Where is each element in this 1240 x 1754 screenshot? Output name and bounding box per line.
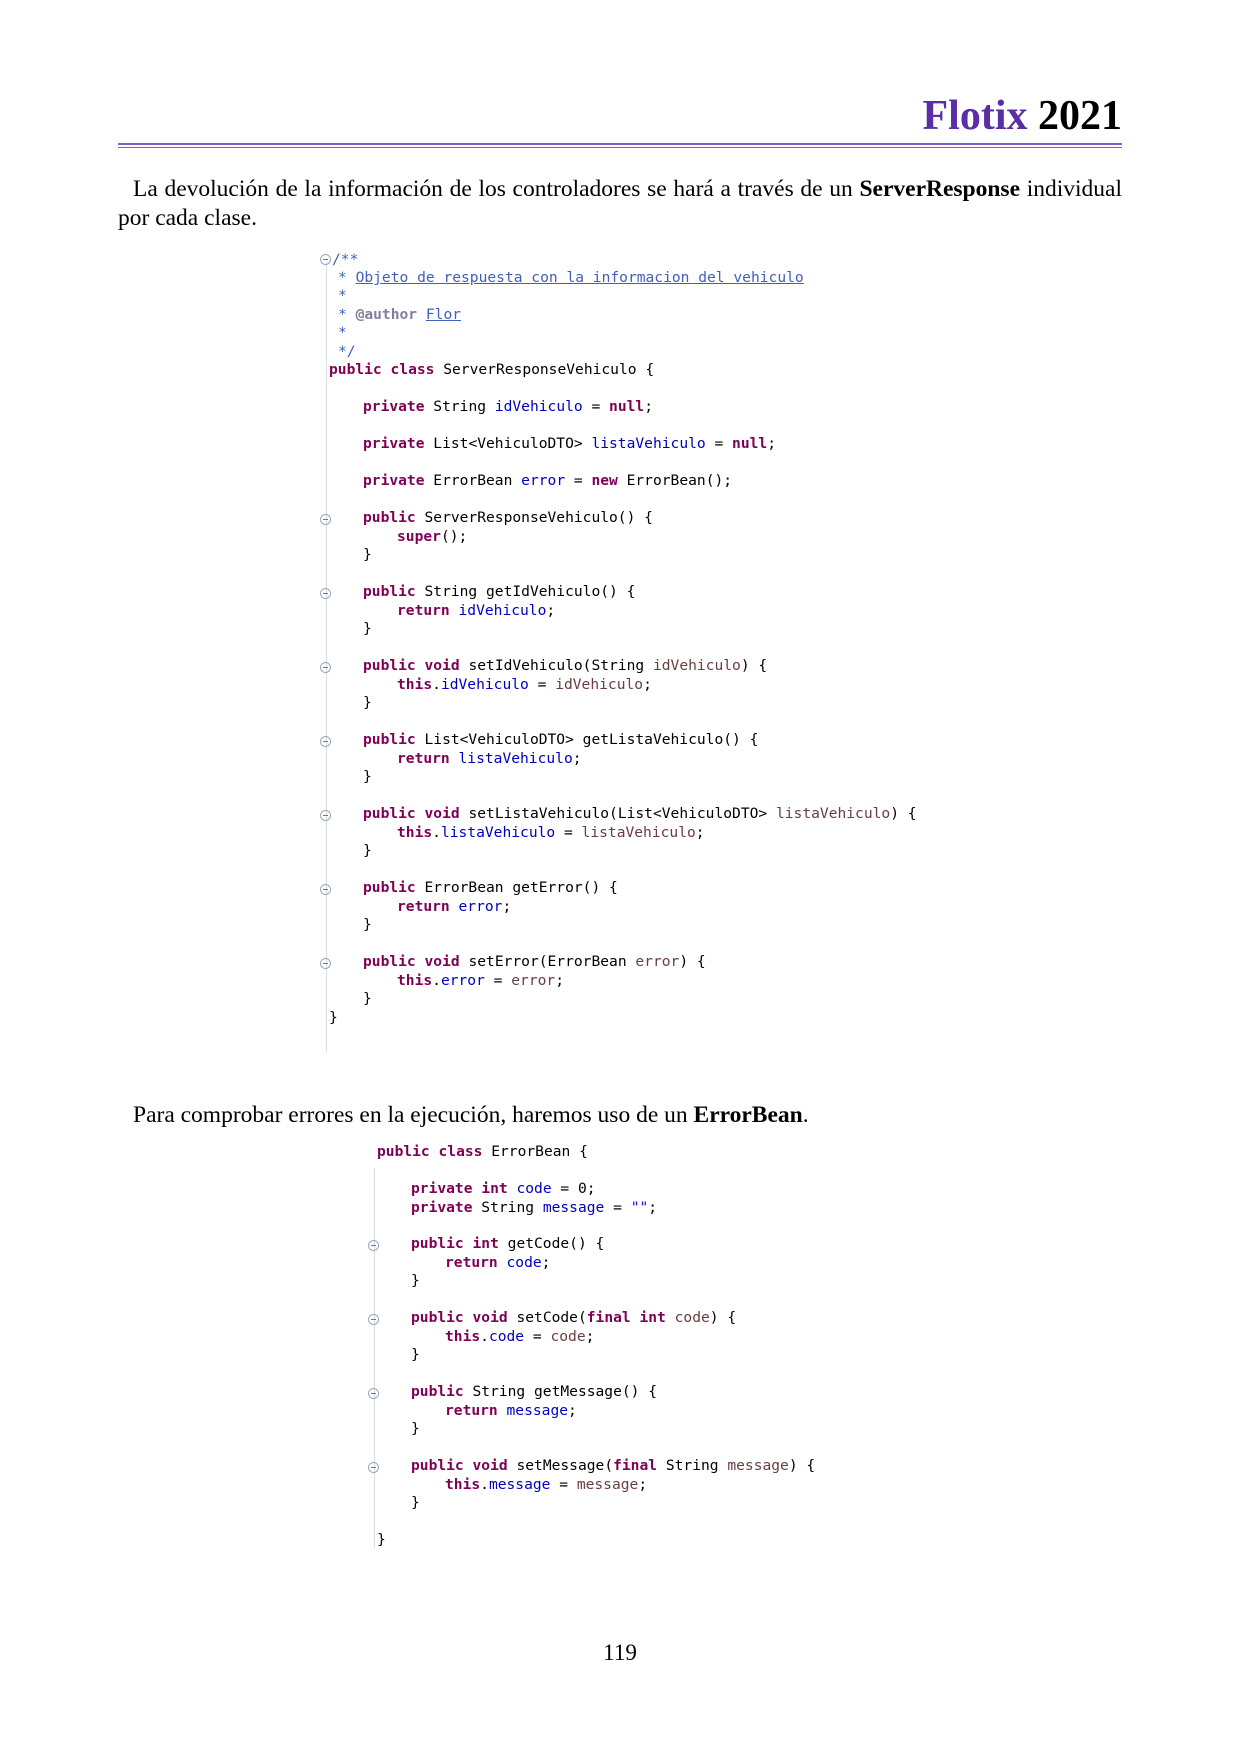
code-line: public class ErrorBean { xyxy=(377,1143,588,1160)
intro-text: La devolución de la información de los controladores se hará a través de un xyxy=(133,176,860,202)
code-line: } xyxy=(377,1531,386,1548)
header-rule xyxy=(118,143,1122,145)
fold-icon xyxy=(368,1388,379,1399)
intro-bold: ServerResponse xyxy=(859,176,1021,202)
errorbean-code xyxy=(368,1142,868,1562)
code-line: return error; xyxy=(397,898,512,915)
code-line: return code; xyxy=(445,1254,551,1271)
intro-paragraph xyxy=(118,175,1122,233)
page-number: 119 xyxy=(603,1640,637,1665)
fold-icon xyxy=(368,1314,379,1325)
code-line: private String message = ""; xyxy=(411,1199,658,1216)
fold-icon xyxy=(368,1462,379,1473)
fold-icon xyxy=(320,884,331,895)
header-rule-thin xyxy=(118,147,1122,148)
errorbean-paragraph xyxy=(133,1101,1137,1130)
code-line: public void setListaVehiculo(List<VehiculoDTO> listaVehiculo) { xyxy=(363,805,917,822)
code-line: private ErrorBean error = new ErrorBean(); xyxy=(363,472,733,489)
code-line: } xyxy=(411,1346,420,1363)
code-line: public void setIdVehiculo(String idVehiculo) { xyxy=(363,657,768,674)
header-title xyxy=(923,92,1122,140)
fold-icon xyxy=(320,810,331,821)
code-line: public class ServerResponseVehiculo { xyxy=(329,361,655,378)
code-line: return listaVehiculo; xyxy=(397,750,582,767)
code-line: this.idVehiculo = idVehiculo; xyxy=(397,676,652,693)
code-line: public ServerResponseVehiculo() { xyxy=(363,509,653,526)
code-line: private List<VehiculoDTO> listaVehiculo = null; xyxy=(363,435,776,452)
code-line: } xyxy=(411,1494,420,1511)
code-line: * xyxy=(338,324,347,341)
header-brand: Flotix xyxy=(922,93,1028,139)
code-line: this.error = error; xyxy=(397,972,564,989)
code-line: * @author Flor xyxy=(338,306,462,323)
code-line: } xyxy=(363,620,372,637)
code-line: public String getMessage() { xyxy=(411,1383,658,1400)
code-line: public int getCode() { xyxy=(411,1235,605,1252)
code-line: } xyxy=(363,842,372,859)
code-line: public List<VehiculoDTO> getListaVehiculo() { xyxy=(363,731,759,748)
code-line: private String idVehiculo = null; xyxy=(363,398,653,415)
code-gutter xyxy=(326,262,327,1052)
code-line: * xyxy=(338,287,347,304)
code-line: return message; xyxy=(445,1402,577,1419)
fold-icon xyxy=(320,588,331,599)
errorbean-bold: ErrorBean xyxy=(693,1102,803,1128)
fold-icon xyxy=(320,736,331,747)
code-line: /** xyxy=(332,251,359,268)
fold-icon xyxy=(320,514,331,525)
code-line: */ xyxy=(338,343,356,360)
code-line: } xyxy=(411,1272,420,1289)
code-line: public void setError(ErrorBean error) { xyxy=(363,953,706,970)
code-line: } xyxy=(329,1009,338,1026)
code-line: } xyxy=(363,916,372,933)
code-line: public void setCode(final int code) { xyxy=(411,1309,737,1326)
fold-icon xyxy=(320,254,331,265)
server-response-code xyxy=(320,250,920,1050)
code-line: public void setMessage(final String message) { xyxy=(411,1457,816,1474)
code-line: super(); xyxy=(397,528,468,545)
code-line: this.listaVehiculo = listaVehiculo; xyxy=(397,824,705,841)
fold-icon xyxy=(320,958,331,969)
code-line: public ErrorBean getError() { xyxy=(363,879,618,896)
fold-icon xyxy=(368,1240,379,1251)
code-line: this.code = code; xyxy=(445,1328,595,1345)
code-line: private int code = 0; xyxy=(411,1180,596,1197)
errorbean-end: . xyxy=(802,1102,809,1128)
errorbean-text: Para comprobar errores en la ejecución, haremos uso de un xyxy=(133,1102,694,1128)
code-line: } xyxy=(363,990,372,1007)
intro-text-end: individual por cada clase. xyxy=(118,176,1122,231)
code-line: } xyxy=(411,1420,420,1437)
code-line: this.message = message; xyxy=(445,1476,648,1493)
fold-icon xyxy=(320,662,331,673)
code-line: } xyxy=(363,768,372,785)
code-line: return idVehiculo; xyxy=(397,602,556,619)
header-year: 2021 xyxy=(1038,93,1122,139)
code-line: } xyxy=(363,694,372,711)
code-line: * Objeto de respuesta con la informacion del vehiculo xyxy=(338,269,804,286)
code-gutter xyxy=(374,1168,375,1548)
code-line: } xyxy=(363,546,372,563)
code-line: public String getIdVehiculo() { xyxy=(363,583,636,600)
